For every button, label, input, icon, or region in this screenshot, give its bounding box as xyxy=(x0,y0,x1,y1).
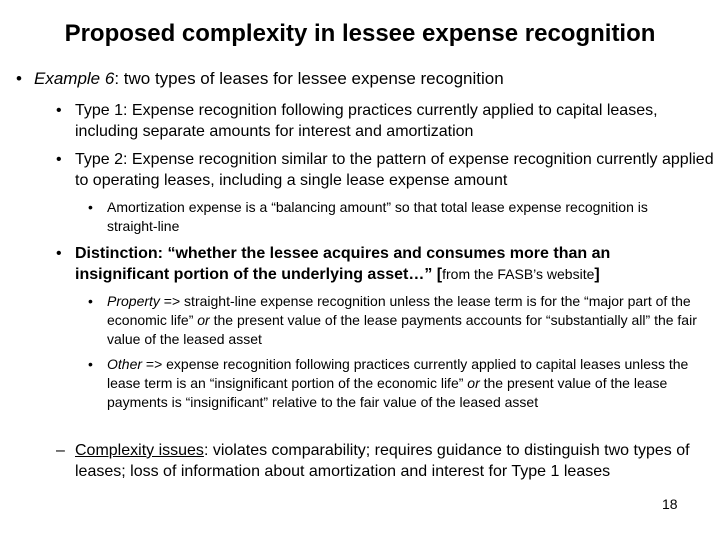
other-text-2: the present value of the lease payments is “insignificant” relative to the fair value of the leased asset xyxy=(107,375,668,410)
bullet-dot: • xyxy=(56,102,62,119)
dash-marker: – xyxy=(56,442,65,459)
property-or: or xyxy=(197,312,210,328)
distinction-source: from the FASB’s website xyxy=(442,266,595,282)
bullet-dot: • xyxy=(56,151,62,168)
complexity-label: Complexity issues xyxy=(75,442,204,459)
type1-text: Type 1: Expense recognition following practices currently applied to capital leases, including separate amounts for interest and amortization xyxy=(75,102,658,140)
example-label: Example 6 xyxy=(34,69,115,88)
example-bullet xyxy=(16,68,706,90)
distinction-bracket: ] xyxy=(594,266,600,283)
other-text-1: => expense recognition following practices currently applied to capital leases unless the lease term is an “insignificant portion of the economic life” xyxy=(107,356,689,391)
type2-bullet xyxy=(56,149,716,191)
amortization-bullet xyxy=(88,198,688,236)
other-bullet xyxy=(88,355,708,412)
other-term: Other xyxy=(107,356,143,372)
distinction-text: Distinction: “whether the lessee acquires and consumes more than an insignificant portion of the underlying asset…” [ xyxy=(75,245,611,283)
complexity-item xyxy=(56,440,711,482)
bullet-dot: • xyxy=(88,356,93,372)
property-text-1: => straight-line expense recognition unless the lease term is for the “major part of the economic life” xyxy=(107,293,691,328)
property-term: Property xyxy=(107,293,160,309)
property-text-2: the present value of the lease payments accounts for “substantially all” the fair value of the leased asset xyxy=(107,312,697,347)
property-bullet xyxy=(88,292,708,349)
type2-text: Type 2: Expense recognition similar to the pattern of expense recognition currently applied to operating leases, including a single lease expense amount xyxy=(75,151,714,189)
example-text: : two types of leases for lessee expense recognition xyxy=(114,69,504,88)
complexity-colon: : xyxy=(203,442,209,459)
bullet-dot: • xyxy=(56,245,62,262)
page-number: 18 xyxy=(662,496,678,512)
type1-bullet xyxy=(56,100,696,142)
bullet-dot: • xyxy=(88,199,93,215)
other-or: or xyxy=(467,375,480,391)
bullet-dot: • xyxy=(16,69,22,88)
bullet-dot: • xyxy=(88,293,93,309)
complexity-text: violates comparability; requires guidance to distinguish two types of leases; loss of information about amortization and interest for Type 1 leases xyxy=(75,442,690,480)
amortization-text: Amortization expense is a “balancing amount” so that total lease expense recognition is straight-line xyxy=(107,199,648,234)
slide-title: Proposed complexity in lessee expense recognition xyxy=(64,20,656,47)
distinction-bullet xyxy=(56,243,696,285)
